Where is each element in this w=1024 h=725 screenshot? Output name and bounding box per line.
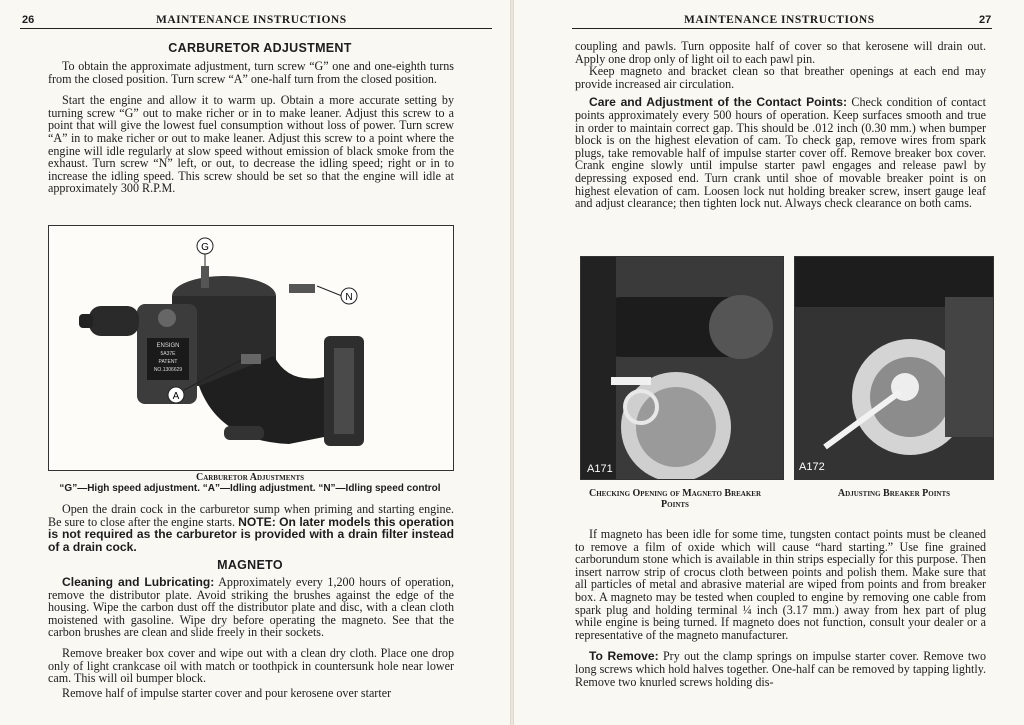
head-rule-left bbox=[20, 28, 492, 29]
idle-para: If magneto has been idle for some time, tungsten contact points must be cleaned to remove a film of oxide which will cause “hard starting.” Use fine grained carborundum stone which is available in thin strips especially for this purpose. Then insert narrow strip of crocus cloth between points and polish them. Make sure that all particles of metal and abrasive material are wiped from points and from breaker box. A magneto may be tested when coupled to engine by removing one cable from spark plug and holding terminal ¼ inch (3.17 mm.) away from hex part of plug while engine is being turned. If magneto does not function, consult your dealer or a representative of the magneto manufacturer. bbox=[575, 527, 986, 642]
bracket-para: Keep magneto and bracket clean so that breather openings at each end may provide increased air circulation. bbox=[575, 64, 986, 91]
cleaning-text: Approximately every 1,200 hours of operation, remove the distributor plate. Avoid striking the brushes against the edge of the housing. Wipe the carbon dust off the distributor plate and disc, with a clean cloth moistened with gasoline. Wipe dry before operating the magneto. See that the carbon brushes are clean and slide freely in their sockets. bbox=[48, 575, 454, 640]
photo-1-tag: A171 bbox=[587, 463, 613, 475]
carburetor-illustration bbox=[49, 226, 453, 470]
plate-line-1: ENSIGN bbox=[156, 343, 180, 349]
cont-para: coupling and pawls. Turn opposite half of cover so that kerosene will drain out. Apply one drop only of light oil to each pawl pin. bbox=[575, 39, 986, 66]
photo-2-illustration bbox=[795, 257, 993, 479]
carburetor-heading: CARBURETOR ADJUSTMENT bbox=[168, 41, 352, 55]
page-number-left: 26 bbox=[22, 14, 35, 26]
carburetor-caption-text: “G”—High speed adjustment. “A”—Idling adjustment. “N”—Idling speed control bbox=[59, 483, 441, 494]
carb-para-1: To obtain the approximate adjustment, turn screw “G” one and one-eighth turns from the closed position. Turn screw “A” one-half turn from the closed position. bbox=[48, 59, 454, 86]
photo-adjusting-breaker bbox=[794, 256, 994, 480]
right-bottom-text bbox=[575, 528, 986, 688]
cleaning-lead: Cleaning and Lubricating: bbox=[62, 575, 215, 589]
remove-text: Pry out the clamp springs on impulse starter cover. Remove two long screws which hold halves together. One-half can be removed by tapping lightly. Remove two knurled screws holding dis- bbox=[575, 649, 986, 689]
plate-line-3: PATENT bbox=[158, 359, 178, 365]
label-g: G bbox=[201, 242, 209, 253]
remove-lead: To Remove: bbox=[589, 649, 659, 664]
drain-note: NOTE: On later models this operation is not required as the carburetor is provided with a drain filter instead of a drain cock. bbox=[48, 514, 455, 554]
plate-line-4: NO.1306629 bbox=[153, 367, 183, 373]
photo-2-caption: Adjusting Breaker Points bbox=[837, 488, 951, 499]
photo-1-caption: Checking Opening of Magneto Breaker Points bbox=[588, 488, 762, 510]
plate-line-2: 5A37E bbox=[160, 351, 176, 357]
breaker-para: Remove breaker box cover and wipe out with a clean dry cloth. Place one drop only of light crankcase oil with match or toothpick in countersunk hole near lower cam. This will oil bumper block. bbox=[48, 645, 454, 686]
carb-para-2: Start the engine and allow it to warm up. Obtain a more accurate setting by turning screw “G” out to make richer or in to make leaner. Adjust this screw to a point that will give the lowest fuel consumption without loss of power. Turn screw “A” in to make richer or out to make leaner. Adjust this screw to a point where the engine will idle regularly at slow speed without emission of black smoke from the exhaust. Turn screw “N” left, or out, to decrease the idling speed; right or in to increase the idling speed. This screw should be set so that the engine will idle at approximately 300 R.P.M. bbox=[48, 93, 454, 196]
photo-checking-opening bbox=[580, 256, 784, 480]
label-n: N bbox=[345, 292, 353, 303]
page-number-right: 27 bbox=[979, 14, 992, 26]
head-rule-right bbox=[572, 28, 992, 29]
label-a: A bbox=[172, 391, 180, 402]
right-top-text bbox=[575, 40, 986, 210]
photo-1-illustration bbox=[581, 257, 783, 479]
right-page bbox=[512, 0, 1024, 725]
contact-lead: Care and Adjustment of the Contact Points: bbox=[589, 95, 848, 110]
magneto-text bbox=[48, 576, 454, 699]
running-head-right: MAINTENANCE INSTRUCTIONS bbox=[684, 14, 875, 26]
carburetor-text bbox=[48, 60, 454, 195]
carburetor-figure bbox=[48, 225, 454, 471]
magneto-heading: MAGNETO bbox=[217, 558, 283, 572]
carburetor-caption-title: Carburetor Adjustments bbox=[195, 472, 305, 483]
drain-text-block bbox=[48, 503, 454, 553]
impulse-para: Remove half of impulse starter cover and pour kerosene over starter bbox=[62, 685, 392, 700]
running-head-left: MAINTENANCE INSTRUCTIONS bbox=[156, 14, 347, 26]
photo-2-tag: A172 bbox=[799, 461, 825, 473]
drain-text: Open the drain cock in the carburetor sump when priming and starting engine. Be sure to close after the engine starts. bbox=[48, 502, 454, 529]
contact-text: Check condition of contact points approximately every 500 hours of operation. Keep surfaces smooth and true in order to maintain correct gap. This should be .012 inch (0.30 mm.) when bumper block is on the highest elevation of cam. To check gap, remove wires from spark plugs, take removable half of impulse starter cover off. Remove breaker box cover. Crank engine slowly until impulse starter pawl engages and release pawl by depressing exposed end. Turn crank until shoe of movable breaker point is on highest elevation of cam. Loosen lock nut holding breaker screw, insert gauge leaf and adjust clearance; then tighten lock nut. Always check clearance on both cams. bbox=[575, 95, 987, 211]
